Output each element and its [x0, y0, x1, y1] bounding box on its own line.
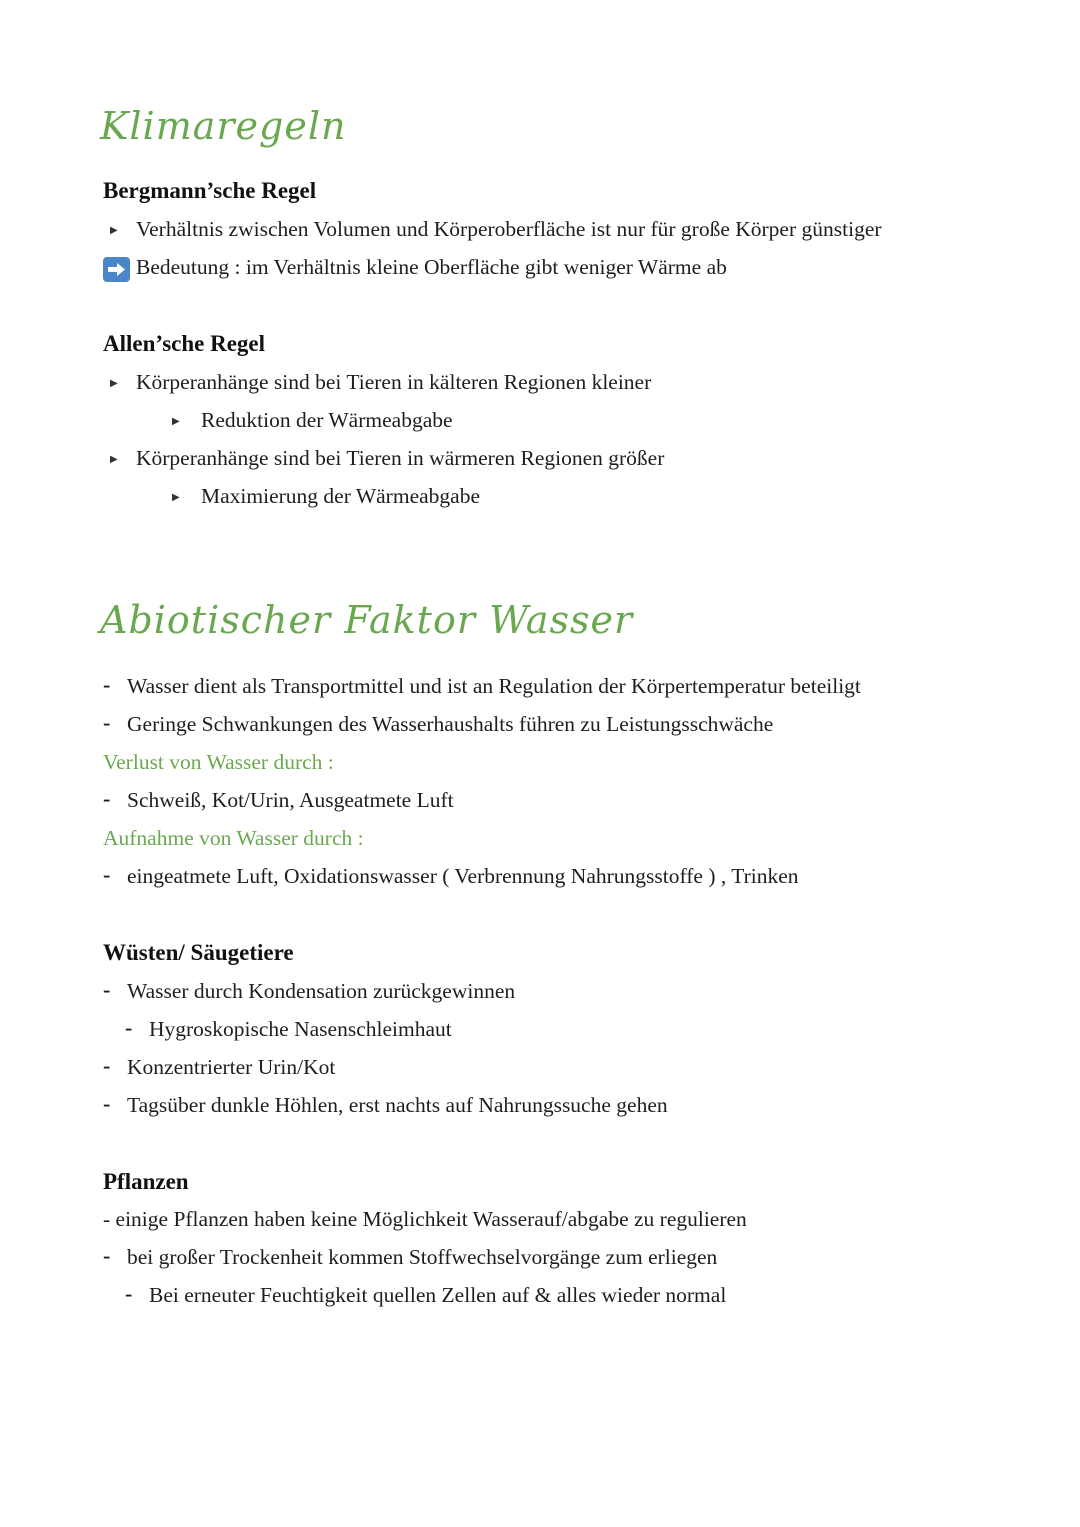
dash-bullet-icon: -: [103, 977, 111, 1002]
dash-bullet-icon: -: [103, 672, 111, 697]
desert-item-2: Konzentrierter Urin/Kot: [127, 1055, 336, 1079]
desert-item-1: Wasser durch Kondensation zurückgewinnen: [127, 979, 516, 1003]
dash-bullet-icon: -: [125, 1015, 133, 1040]
triangle-bullet-icon: ▶: [110, 454, 118, 465]
bergmann-point-2: Bedeutung : im Verhältnis kleine Oberfläche gibt weniger Wärme ab: [136, 255, 727, 279]
right-arrow-icon: [103, 257, 130, 282]
intake-label: Aufnahme von Wasser durch :: [103, 826, 364, 850]
allen-point-2: Körperanhänge sind bei Tieren in wärmeren Regionen größer: [136, 446, 665, 470]
loss-label: Verlust von Wasser durch :: [103, 750, 334, 774]
loss-item: Schweiß, Kot/Urin, Ausgeatmete Luft: [127, 788, 454, 812]
desert-item-3: Tagsüber dunkle Höhlen, erst nachts auf Nahrungssuche gehen: [127, 1093, 668, 1117]
heading-plants: Pflanzen: [103, 1169, 189, 1194]
plants-item-1: - einige Pflanzen haben keine Möglichkeit Wasserauf/abgabe zu regulieren: [103, 1207, 747, 1231]
wasser-line-1: Wasser dient als Transportmittel und ist an Regulation der Körpertemperatur beteiligt: [127, 674, 861, 698]
dash-bullet-icon: -: [125, 1281, 133, 1306]
right-arrow-icon: [107, 262, 126, 277]
intake-item: eingeatmete Luft, Oxidationswasser ( Verbrennung Nahrungsstoffe ) , Trinken: [127, 864, 799, 888]
heading-allen: Allen’sche Regel: [103, 331, 266, 356]
triangle-bullet-icon: ▶: [110, 225, 118, 236]
heading-desert: Wüsten/ Säugetiere: [103, 940, 294, 965]
allen-point-1: Körperanhänge sind bei Tieren in kälteren Regionen kleiner: [136, 370, 652, 394]
plants-item-2: bei großer Trockenheit kommen Stoffwechselvorgänge zum erliegen: [127, 1245, 718, 1269]
triangle-bullet-icon: ▶: [172, 492, 180, 503]
dash-bullet-icon: -: [103, 1091, 111, 1116]
dash-bullet-icon: -: [103, 1243, 111, 1268]
dash-bullet-icon: -: [103, 862, 111, 887]
dash-bullet-icon: -: [103, 786, 111, 811]
dash-bullet-icon: -: [103, 1053, 111, 1078]
bergmann-point-1: Verhältnis zwischen Volumen und Körperoberfläche ist nur für große Körper günstiger: [136, 217, 882, 241]
triangle-bullet-icon: ▶: [172, 416, 180, 427]
wasser-line-2: Geringe Schwankungen des Wasserhaushalts führen zu Leistungsschwäche: [127, 712, 774, 736]
plants-sub-1: Bei erneuter Feuchtigkeit quellen Zellen auf & alles wieder normal: [149, 1283, 727, 1307]
section-title-klimaregeln: Klimaregeln: [100, 104, 347, 148]
heading-bergmann: Bergmann’sche Regel: [103, 178, 317, 203]
section-title-wasser: Abiotischer Faktor Wasser: [100, 598, 634, 642]
dash-bullet-icon: -: [103, 710, 111, 735]
desert-sub-1: Hygroskopische Nasenschleimhaut: [149, 1017, 452, 1041]
allen-sub-1: Reduktion der Wärmeabgabe: [201, 408, 453, 432]
triangle-bullet-icon: ▶: [110, 378, 118, 389]
allen-sub-2: Maximierung der Wärmeabgabe: [201, 484, 480, 508]
